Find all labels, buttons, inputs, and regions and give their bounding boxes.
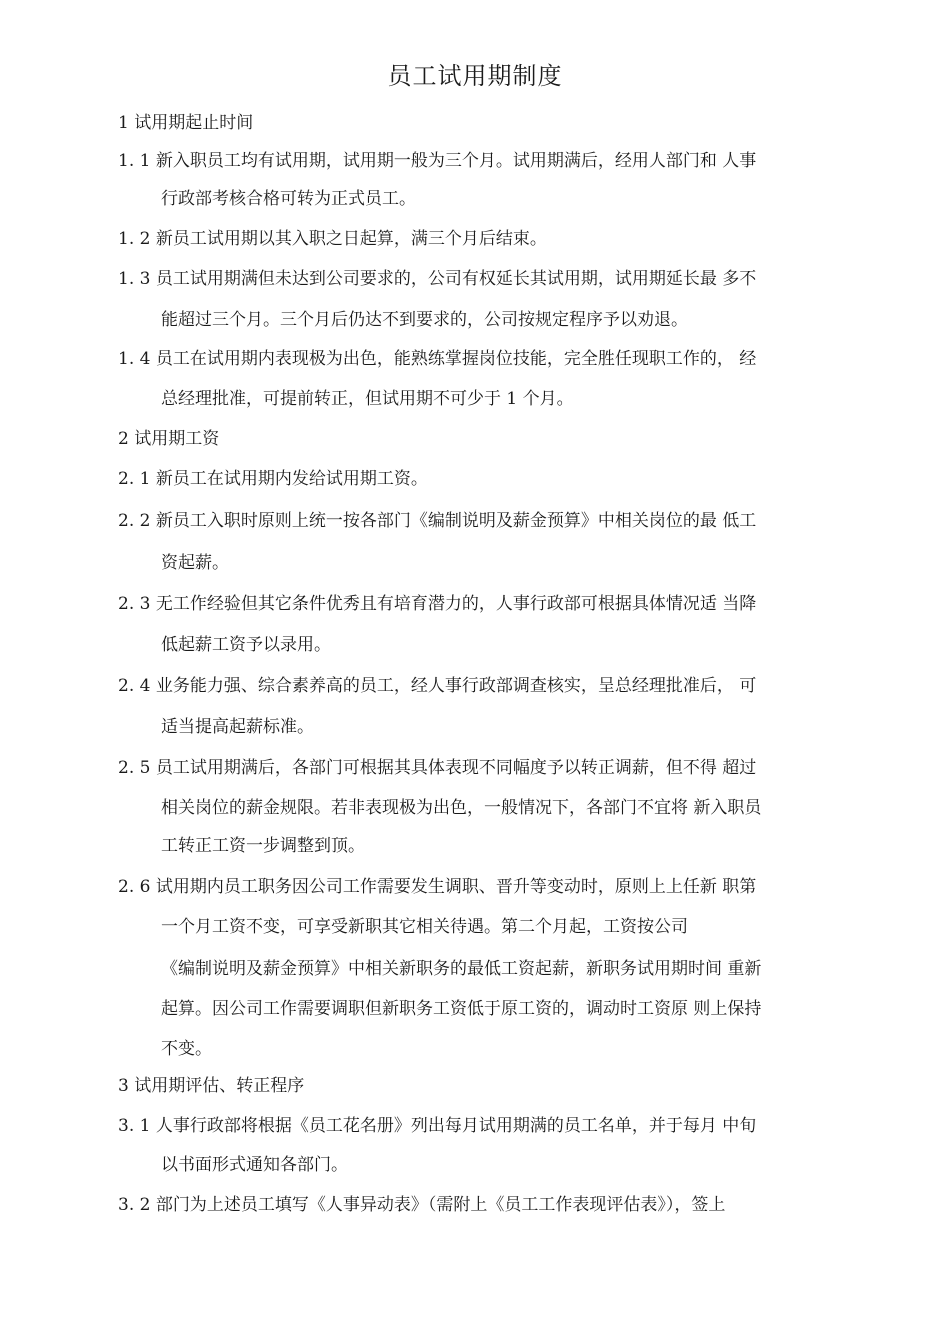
paragraph-line: 《编制说明及薪金预算》中相关新职务的最低工资起薪，新职务试用期时间 重新 (161, 959, 762, 979)
paragraph-line: 2. 4 业务能力强、综合素养高的员工，经人事行政部调查核实，呈总经理批准后， 可 (118, 676, 757, 696)
section-heading: 1 试用期起止时间 (118, 113, 254, 133)
paragraph-line: 1. 2 新员工试用期以其入职之日起算，满三个月后结束。 (118, 229, 547, 249)
paragraph-line: 能超过三个月。三个月后仍达不到要求的，公司按规定程序予以劝退。 (161, 310, 688, 330)
paragraph-line: 低起薪工资予以录用。 (161, 635, 331, 655)
document-title: 员工试用期制度 (387, 62, 563, 90)
paragraph-line: 2. 6 试用期内员工职务因公司工作需要发生调职、晋升等变动时，原则上上任新 职第 (118, 877, 757, 897)
paragraph-line: 一个月工资不变，可享受新职其它相关待遇。第二个月起，工资按公司 (161, 917, 688, 937)
paragraph-line: 行政部考核合格可转为正式员工。 (161, 189, 416, 209)
paragraph-line: 以书面形式通知各部门。 (161, 1155, 348, 1175)
paragraph-line: 不变。 (161, 1039, 212, 1059)
paragraph-line: 总经理批准，可提前转正，但试用期不可少于 1 个月。 (161, 389, 574, 409)
paragraph-line: 相关岗位的薪金规限。若非表现极为出色，一般情况下，各部门不宜将 新入职员 (161, 798, 762, 818)
paragraph-line: 2. 2 新员工入职时原则上统一按各部门《编制说明及薪金预算》中相关岗位的最 低工 (118, 511, 757, 531)
paragraph-line: 1. 4 员工在试用期内表现极为出色，能熟练掌握岗位技能，完全胜任现职工作的， 经 (118, 349, 757, 369)
paragraph-line: 1. 1 新入职员工均有试用期，试用期一般为三个月。试用期满后，经用人部门和 人事 (118, 151, 757, 171)
paragraph-line: 3. 2 部门为上述员工填写《人事异动表》（需附上《员工工作表现评估表》），签上 (118, 1195, 726, 1215)
paragraph-line: 2. 5 员工试用期满后，各部门可根据其具体表现不同幅度予以转正调薪，但不得 超过 (118, 758, 757, 778)
section-heading: 3 试用期评估、转正程序 (118, 1076, 305, 1096)
paragraph-line: 起算。因公司工作需要调职但新职务工资低于原工资的，调动时工资原 则上保持 (161, 999, 762, 1019)
paragraph-line: 1. 3 员工试用期满但未达到公司要求的，公司有权延长其试用期，试用期延长最 多不 (118, 269, 757, 289)
paragraph-line: 3. 1 人事行政部将根据《员工花名册》列出每月试用期满的员工名单，并于每月 中旬 (118, 1116, 757, 1136)
section-heading: 2 试用期工资 (118, 429, 220, 449)
paragraph-line: 资起薪。 (161, 553, 229, 573)
paragraph-line: 2. 1 新员工在试用期内发给试用期工资。 (118, 469, 428, 489)
paragraph-line: 适当提高起薪标准。 (161, 717, 314, 737)
paragraph-line: 2. 3 无工作经验但其它条件优秀且有培育潜力的，人事行政部可根据具体情况适 当降 (118, 594, 757, 614)
paragraph-line: 工转正工资一步调整到顶。 (161, 836, 365, 856)
